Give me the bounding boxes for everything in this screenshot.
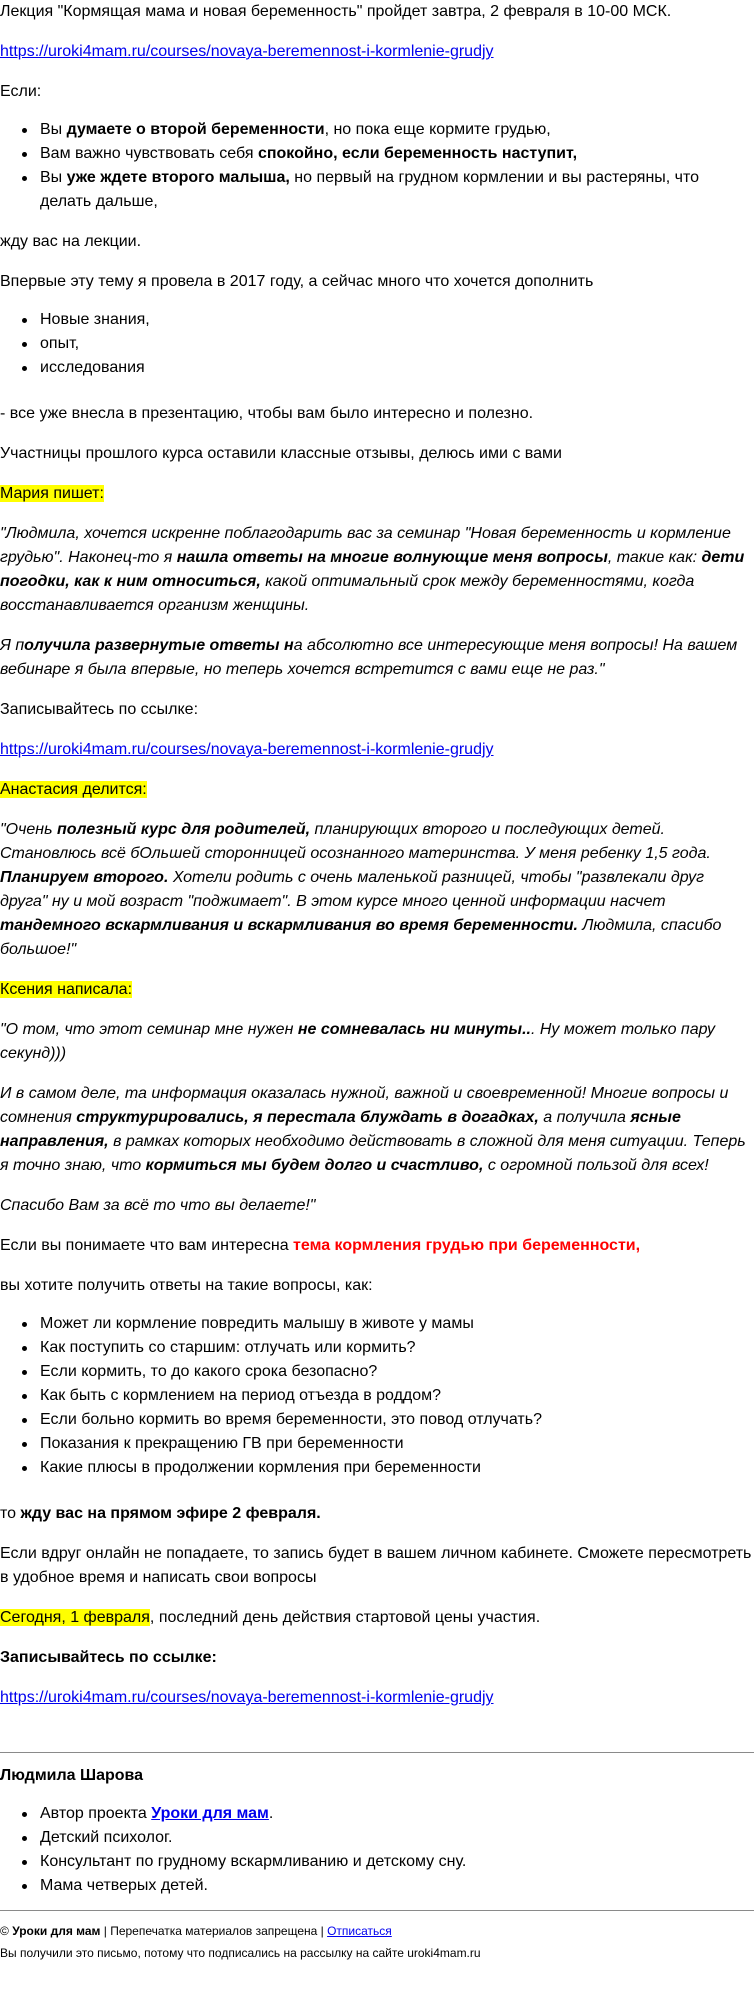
author-name: Людмила Шарова (0, 1767, 144, 1784)
signup-text: Записывайтесь по ссылке: (0, 701, 199, 718)
additions-list (0, 308, 150, 380)
footer-note: Вы получили это письмо, потому что подписались на рассылку на сайте uroki4mam.ru (0, 1946, 481, 1960)
divider (0, 1752, 754, 1753)
conditions-list (0, 118, 730, 214)
list-item: Если кормить, то до какого срока безопасно? (0, 1360, 542, 1384)
review2-text: "Очень полезный курс для родителей, планирующих второго и последующих детей. Становлюсь всё бОльшей сторонницей осознанного материнства. У меня ребенку 1,5 года. Планируем второго. Хотели родить с очень маленькой разницей, чтобы "развлекали друг друга" ну и мой возраст "поджимает". В этом курсе много ценной информации насчет тандемного вскармливания и вскармливания во время беременности. Людмила, спасибо большое!" (0, 821, 722, 958)
list-item: Вы думаете о второй беременности, но пока еще кормите грудью, (0, 118, 730, 142)
list-item: Вам важно чувствовать себя спокойно, если беременность наступит, (0, 142, 730, 166)
review2-label: Анастасия делится: (0, 781, 147, 798)
review3-p1: "О том, что этот семинар мне нужен не сомневалась ни минуты... Ну может только пару секунд))) (0, 1021, 715, 1062)
list-item: исследования (0, 356, 150, 380)
course-link-top[interactable]: https://uroki4mam.ru/courses/novaya-beremennost-i-kormlenie-grudjy (0, 43, 494, 60)
list-item: Какие плюсы в продолжении кормления при беременности (0, 1456, 542, 1480)
unsubscribe-link[interactable]: Отписаться (327, 1924, 392, 1938)
review1-p2: Я получила развернутые ответы на абсолютно все интересующие меня вопросы! На вашем вебинаре я была впервые, но теперь хочется встретится с вами еще не раз." (0, 637, 738, 678)
record-text: Если вдруг онлайн не попадаете, то запись будет в вашем личном кабинете. Сможете пересмотреть в удобное время и написать свои вопросы (0, 1545, 752, 1586)
list-item: Новые знания, (0, 308, 150, 332)
list-item: Может ли кормление повредить малышу в животе у мамы (0, 1312, 542, 1336)
review1-p1: "Людмила, хочется искренне поблагодарить вас за семинар "Новая беременность и кормление грудью". Наконец-то я нашла ответы на многие волнующие меня вопросы, такие как: дети погодки, как к ним относиться, какой оптимальный срок между беременностями, когда восстанавливается организм женщины. (0, 525, 745, 614)
questions-list (0, 1312, 542, 1480)
course-link-middle[interactable]: https://uroki4mam.ru/courses/novaya-beremennost-i-kormlenie-grudjy (0, 741, 494, 758)
announcement: Лекция "Кормящая мама и новая беременность" пройдет завтра, 2 февраля в 10-00 МСК. (0, 3, 672, 20)
list-item: Мама четверых детей. (0, 1874, 466, 1898)
wait-text: жду вас на лекции. (0, 233, 142, 250)
first-time-text: Впервые эту тему я провела в 2017 году, а сейчас много что хочется дополнить (0, 273, 594, 290)
list-item: Как поступить со старшим: отлучать или кормить? (0, 1336, 542, 1360)
project-link[interactable]: Уроки для мам (151, 1805, 269, 1822)
course-link-bottom[interactable]: https://uroki4mam.ru/courses/novaya-beremennost-i-kormlenie-grudjy (0, 1689, 494, 1706)
divider (0, 1910, 754, 1911)
list-item: Как быть с кормлением на период отъезда в роддом? (0, 1384, 542, 1408)
if-label: Если: (0, 83, 42, 100)
review3-p2: И в самом деле, та информация оказалась нужной, важной и своевременной! Многие вопросы и сомнения структурировались, я перестала блуждать в догадках, а получила ясные направления, в рамках которых необходимо действовать в сложной для меня ситуации. Теперь я точно знаю, что кормиться мы будем долго и счастливо, с огромной пользой для всех! (0, 1085, 746, 1174)
list-item: Консультант по грудному вскармливанию и детскому сну. (0, 1850, 466, 1874)
list-item: опыт, (0, 332, 150, 356)
interest-text: Если вы понимаете что вам интересна тема кормления грудью при беременности, (0, 1237, 641, 1254)
live-text: то жду вас на прямом эфире 2 февраля. (0, 1505, 321, 1522)
list-item: Автор проекта Уроки для мам. (0, 1802, 466, 1826)
author-list (0, 1802, 466, 1898)
list-item: Детский психолог. (0, 1826, 466, 1850)
questions-intro: вы хотите получить ответы на такие вопросы, как: (0, 1277, 373, 1294)
added-text: - все уже внесла в презентацию, чтобы вам было интересно и полезно. (0, 405, 534, 422)
reviews-intro: Участницы прошлого курса оставили классные отзывы, делюсь ими с вами (0, 445, 562, 462)
footer-line: © Уроки для мам | Перепечатка материалов запрещена | Отписаться (0, 1924, 392, 1938)
list-item: Показания к прекращению ГВ при беременности (0, 1432, 542, 1456)
list-item: Если больно кормить во время беременности, это повод отлучать? (0, 1408, 542, 1432)
signup-bold: Записывайтесь по ссылке: (0, 1649, 217, 1666)
review1-label: Мария пишет: (0, 485, 104, 502)
review3-label: Ксения написала: (0, 981, 133, 998)
review3-p3: Спасибо Вам за всё то что вы делаете!" (0, 1197, 316, 1214)
list-item: Вы уже ждете второго малыша, но первый на грудном кормлении и вы растеряны, что делать дальше, (0, 166, 730, 214)
today-text: Сегодня, 1 февраля, последний день действия стартовой цены участия. (0, 1609, 541, 1626)
